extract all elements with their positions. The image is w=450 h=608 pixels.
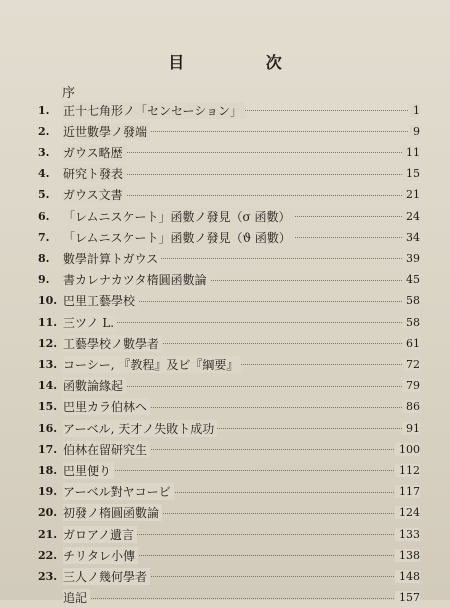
entry-number: 13. <box>38 357 58 371</box>
entry-page: 72 <box>402 358 420 371</box>
toc-entry <box>0 164 450 184</box>
toc-entry <box>0 397 450 417</box>
toc-entry <box>0 460 450 480</box>
toc-entry <box>0 248 450 268</box>
entry-page: 138 <box>395 549 420 562</box>
entry-number: 14. <box>38 379 58 393</box>
entry-page: 24 <box>402 210 420 223</box>
entry-title: 近世數學ノ發端 <box>63 123 150 140</box>
toc-entry <box>0 142 450 162</box>
entry-number: 5. <box>38 188 50 202</box>
toc-entry <box>0 185 450 205</box>
entry-number: 9. <box>38 273 50 287</box>
entry-title: 研究ト發表 <box>63 165 126 182</box>
entry-page: 61 <box>402 337 420 350</box>
entry-title: チリタレ小傳 <box>63 547 138 564</box>
entry-page: 117 <box>395 485 420 498</box>
entry-page: 1 <box>409 104 420 117</box>
toc-entry <box>0 227 450 247</box>
entry-number: 6. <box>38 209 50 223</box>
entry-number: 12. <box>38 336 58 350</box>
toc-entry <box>0 524 450 544</box>
entry-title: 三ツノ L. <box>63 314 117 331</box>
entry-number: 11. <box>38 315 58 329</box>
entry-number: 17. <box>38 442 58 456</box>
entry-number: 21. <box>38 527 58 541</box>
entry-title: 函數論緣起 <box>63 377 126 394</box>
preface-heading: 序 <box>62 86 76 101</box>
entry-title: 書カレナカツタ楕圓函數論 <box>63 271 210 288</box>
entry-title: 「レムニスケート」函數ノ發見（σ 函數） <box>63 208 294 225</box>
entry-title: ガウス略歴 <box>63 144 126 161</box>
toc-entry <box>0 588 450 608</box>
entry-page: 124 <box>395 506 420 519</box>
dot-leader <box>63 470 418 471</box>
entry-number: 8. <box>38 251 50 265</box>
toc-entry <box>0 545 450 565</box>
entry-number: 19. <box>38 485 58 499</box>
entry-title: 「レムニスケート」函數ノ發見（ϑ 函數） <box>63 229 294 246</box>
entry-number: 3. <box>38 145 50 159</box>
toc-entry <box>0 482 450 502</box>
toc-entry <box>0 121 450 141</box>
entry-page: 39 <box>402 252 420 265</box>
entry-title: コーシー, 『教程』及ビ『綱要』 <box>63 356 241 373</box>
page-title: 目 次 <box>168 53 320 72</box>
toc-entry <box>0 291 450 311</box>
dot-leader <box>63 598 418 599</box>
entry-page: 9 <box>409 125 420 138</box>
toc-entry <box>0 206 450 226</box>
entry-title: 初發ノ楕圓函數論 <box>63 504 162 521</box>
toc-entry <box>0 100 450 120</box>
entry-number: 23. <box>38 569 58 583</box>
entry-title: アーベル對ヤコービ <box>63 483 174 500</box>
entry-page: 91 <box>402 422 420 435</box>
entry-title: アーベル, 天才ノ失敗ト成功 <box>63 420 217 437</box>
toc-entry <box>0 333 450 353</box>
entry-title: 數學計算トガウス <box>63 250 161 267</box>
toc-entry <box>0 418 450 438</box>
entry-page: 112 <box>395 464 420 477</box>
toc-entry <box>0 270 450 290</box>
entry-title: 伯林在留研究生 <box>63 441 150 458</box>
entry-number: 16. <box>38 421 58 435</box>
entry-page: 15 <box>402 167 420 180</box>
toc-entry <box>0 354 450 374</box>
entry-title: 追記 <box>63 589 90 606</box>
entry-page: 79 <box>402 379 420 392</box>
entry-title: 正十七角形ノ「センセーション」 <box>63 102 245 119</box>
toc-entry <box>0 312 450 332</box>
entry-title: 三人ノ幾何學者 <box>63 568 150 585</box>
toc-entry <box>0 439 450 459</box>
entry-page: 21 <box>402 188 420 201</box>
entry-page: 34 <box>402 231 420 244</box>
entry-number: 1. <box>38 103 50 117</box>
entry-page: 58 <box>402 294 420 307</box>
toc-entry <box>0 566 450 586</box>
entry-title: 工藝學校ノ數學者 <box>63 335 162 352</box>
entry-title: 巴里カラ伯林ヘ <box>63 398 150 415</box>
entry-page: 11 <box>402 146 420 159</box>
entry-number: 2. <box>38 124 50 138</box>
entry-title: ガロアノ遺言 <box>63 526 137 543</box>
entry-page: 148 <box>395 570 420 583</box>
entry-page: 58 <box>402 316 420 329</box>
entry-number: 20. <box>38 506 58 520</box>
entry-number: 18. <box>38 463 58 477</box>
entry-title: 巴里工藝學校 <box>63 292 138 309</box>
toc-entry <box>0 503 450 523</box>
entry-page: 157 <box>395 591 420 604</box>
entry-page: 45 <box>402 273 420 286</box>
entry-number: 22. <box>38 548 58 562</box>
entry-number: 15. <box>38 400 58 414</box>
entry-page: 86 <box>402 400 420 413</box>
entry-number: 10. <box>38 294 58 308</box>
entry-title: 巴里便り <box>63 462 114 479</box>
entry-title: ガウス文書 <box>63 186 126 203</box>
entry-number: 4. <box>38 167 50 181</box>
entry-page: 133 <box>395 528 420 541</box>
toc-entry <box>0 376 450 396</box>
entry-number: 7. <box>38 230 50 244</box>
entry-page: 100 <box>395 443 420 456</box>
